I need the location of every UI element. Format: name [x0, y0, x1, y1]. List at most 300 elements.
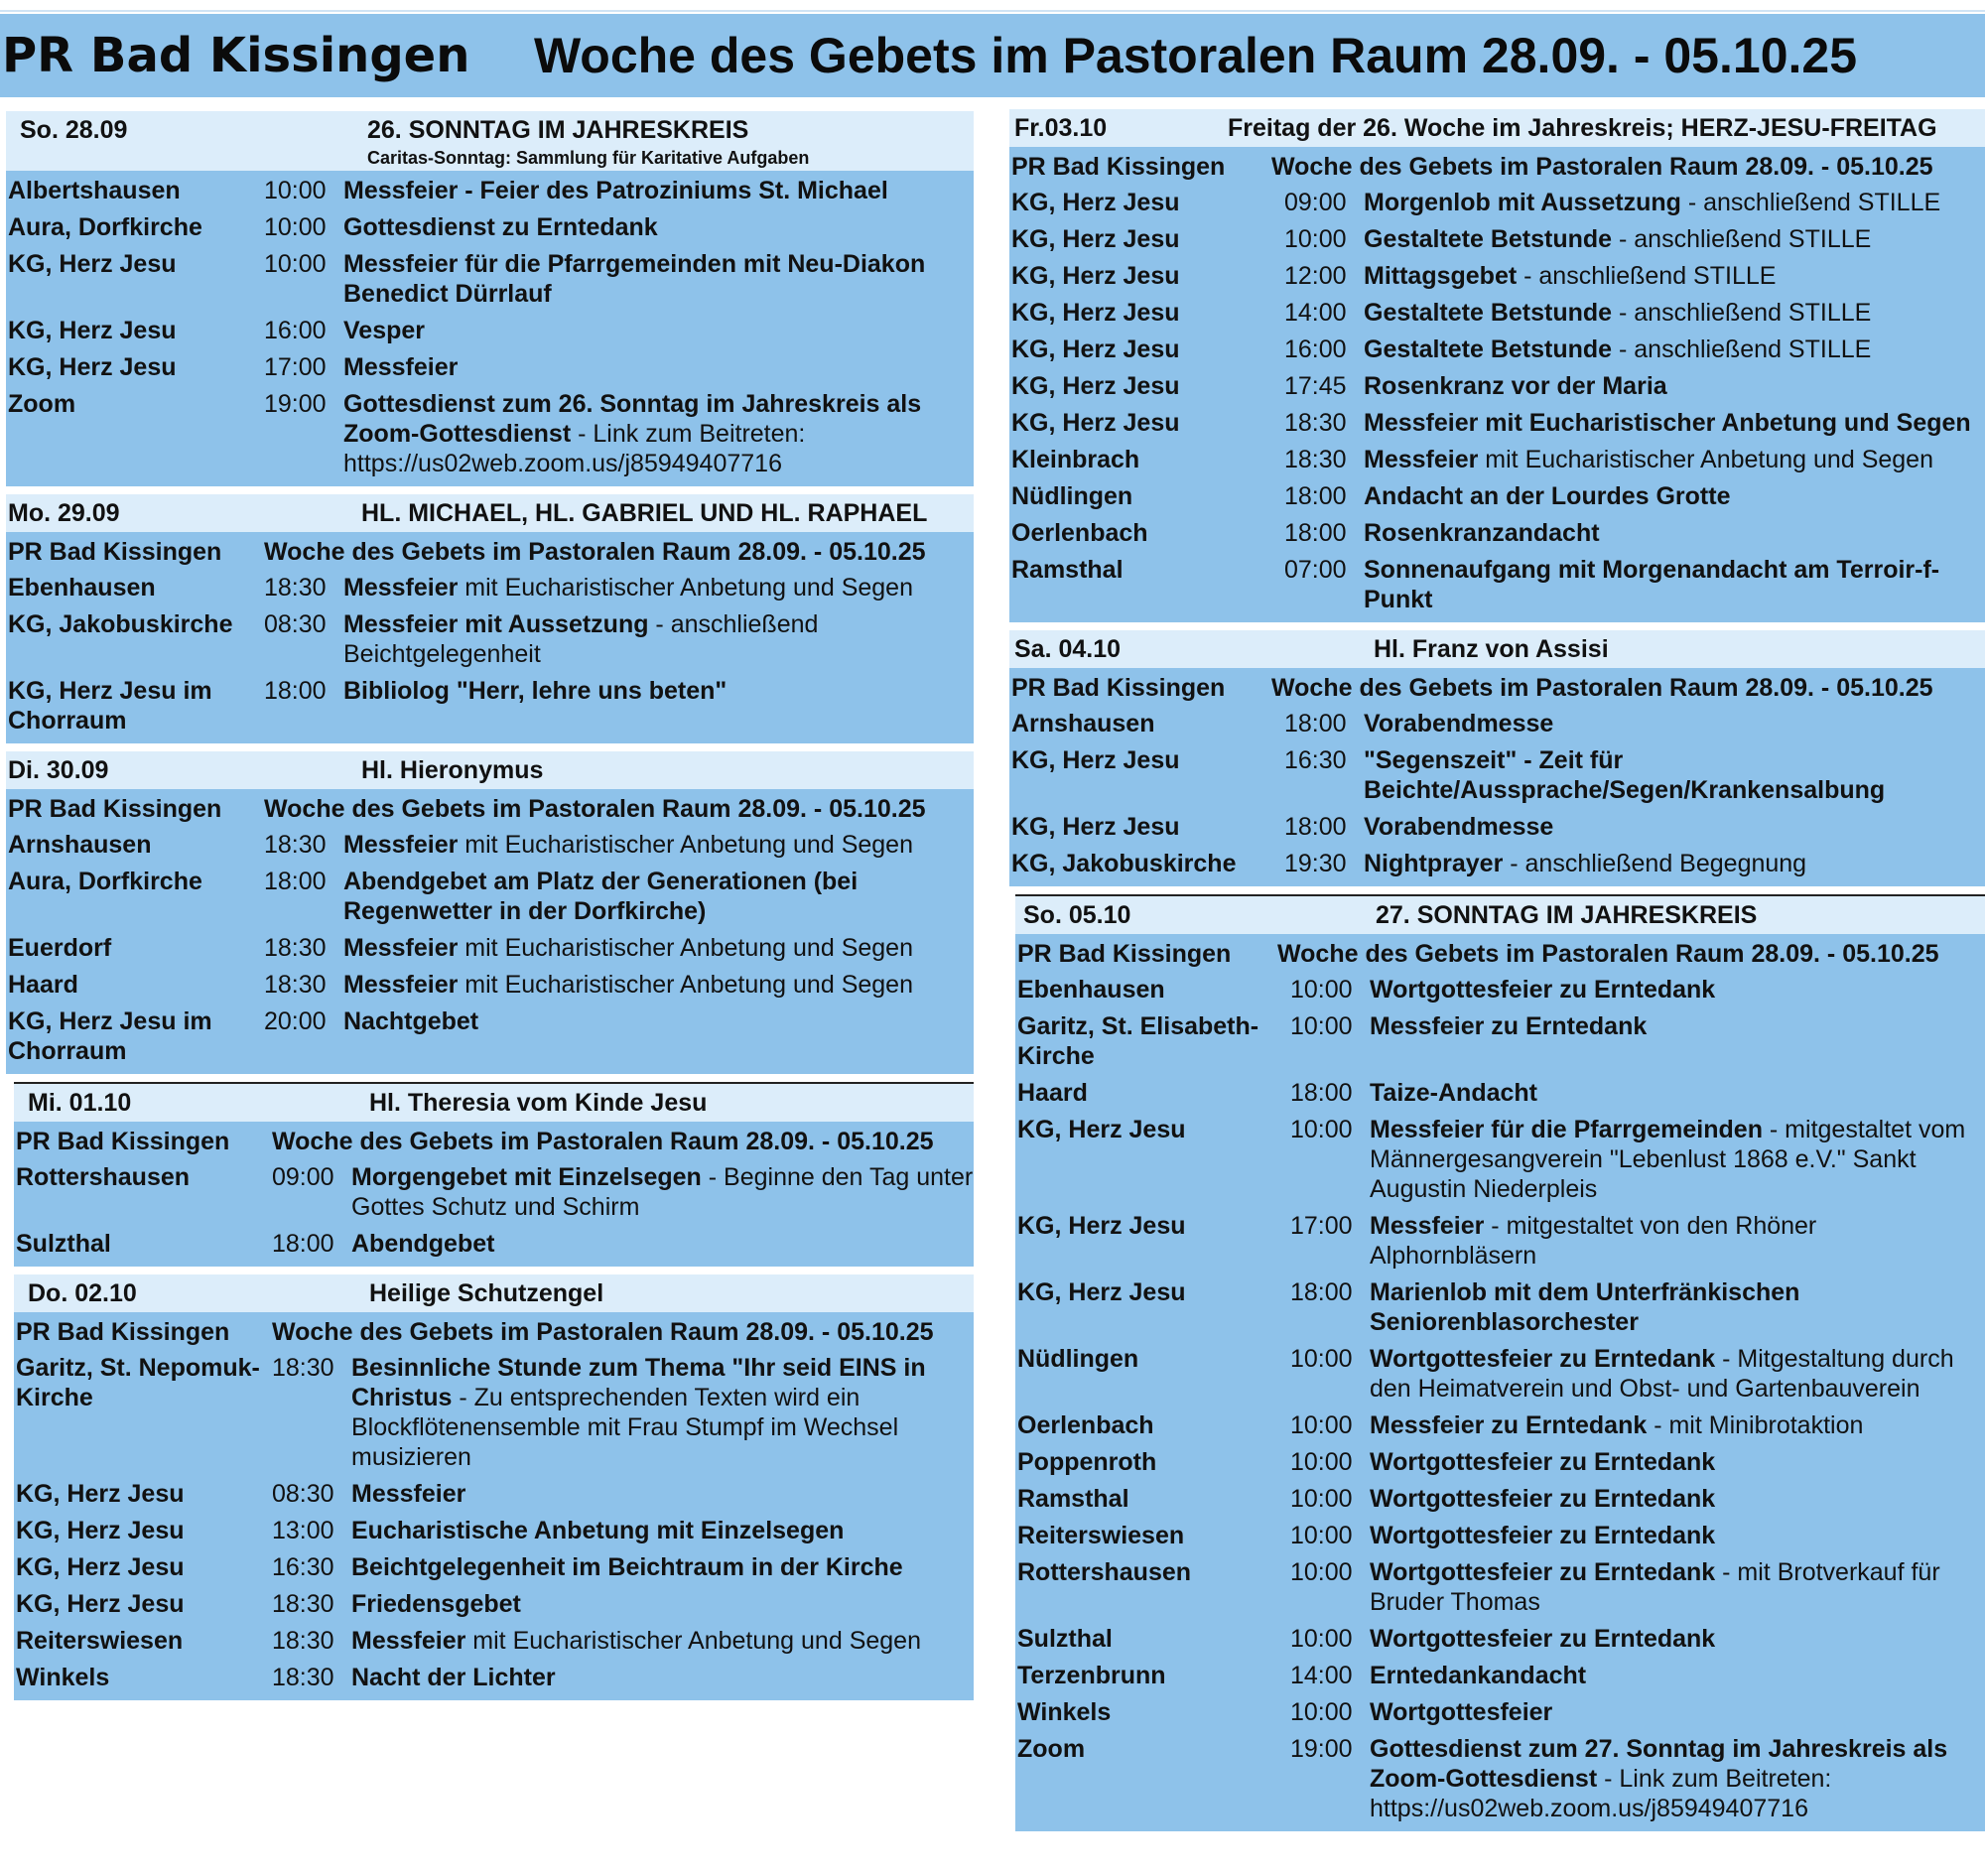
row-time: 10:00: [264, 250, 327, 278]
event-row: [1009, 742, 1985, 809]
row-location: PR Bad Kissingen: [1017, 940, 1232, 968]
row-event-main: Nachtgebet: [343, 1007, 479, 1035]
row-event-note: mit Eucharistischer Anbetung und Segen: [465, 1627, 921, 1655]
row-event-main: Messfeier: [343, 971, 459, 999]
row-event-main: Abendgebet am Platz der Generationen (bei Regenwetter in der Dorfkirche): [343, 868, 859, 925]
row-location: Haard: [8, 971, 78, 999]
row-event-note: - mit Minibrotaktion: [1647, 1411, 1864, 1439]
row-location: PR Bad Kissingen: [16, 1318, 230, 1346]
row-event-note: - anschließend STILLE: [1612, 335, 1872, 363]
row-event: [1370, 1624, 1985, 1654]
row-event: [1370, 1344, 1985, 1404]
event-row: [1009, 221, 1985, 258]
row-time: 08:30: [272, 1480, 334, 1508]
row-event: [343, 212, 974, 242]
event-row: [6, 313, 974, 349]
row-event: [343, 970, 974, 1000]
row-event: [343, 249, 974, 309]
row-event: [343, 573, 974, 603]
event-row: [6, 349, 974, 386]
row-location: Sulzthal: [16, 1230, 111, 1258]
row-event-main: Morgenlob mit Aussetzung: [1364, 189, 1681, 216]
row-time: 07:00: [1284, 556, 1347, 584]
row-time: 08:30: [264, 610, 327, 638]
banner-title: Woche des Gebets im Pastoralen Raum 28.09. - 05.10.25: [534, 28, 1858, 83]
row-event: Woche des Gebets im Pastoralen Raum 28.09. - 05.10.25: [264, 795, 926, 823]
row-event-main: Abendgebet: [351, 1230, 495, 1258]
row-event-main: Messfeier: [343, 574, 459, 602]
row-location: KG, Herz Jesu: [1011, 189, 1180, 216]
event-row: [6, 967, 974, 1004]
day-title: 27. SONNTAG IM JAHRESKREIS: [1376, 901, 1758, 929]
row-location: Reiterswiesen: [16, 1627, 184, 1655]
day-date: Do. 02.10: [28, 1279, 137, 1307]
event-row: [1015, 972, 1985, 1008]
row-event: [1370, 1447, 1985, 1477]
row-time: 18:00: [1284, 519, 1347, 547]
row-event-note: - anschließend Beichtgelegenheit: [343, 610, 819, 668]
row-time: 18:00: [1290, 1278, 1353, 1306]
row-time: 18:30: [264, 831, 327, 859]
row-event-main: Messfeier: [343, 934, 459, 962]
row-location: PR Bad Kissingen: [8, 538, 222, 566]
row-location: KG, Herz Jesu: [16, 1590, 185, 1618]
row-event: Woche des Gebets im Pastoralen Raum 28.09. - 05.10.25: [272, 1128, 934, 1155]
row-event: [1364, 709, 1985, 738]
top-rule: [0, 0, 1985, 12]
row-location: Zoom: [8, 390, 76, 418]
row-event-main: Messfeier: [351, 1480, 466, 1508]
row-time: 18:30: [264, 971, 327, 999]
row-event-note: - anschließend STILLE: [1680, 189, 1941, 216]
row-event-note: mit Eucharistischer Anbetung und Segen: [458, 574, 913, 602]
day-header: [14, 1082, 974, 1122]
day-header: [6, 751, 974, 789]
row-time: 09:00: [272, 1163, 334, 1191]
day-date: So. 05.10: [1023, 901, 1131, 929]
day-wednesday-0110: [14, 1082, 974, 1267]
row-location: KG, Herz Jesu: [1017, 1212, 1186, 1240]
row-event-note: - mitgestaltet von den Rhöner Alphornbläsern: [1370, 1212, 1817, 1270]
row-time: 16:00: [264, 317, 327, 344]
row-time: 10:00: [1290, 1522, 1353, 1549]
event-row: [1009, 332, 1985, 368]
row-time: 09:00: [1284, 189, 1347, 216]
event-row: [14, 1660, 974, 1696]
row-time: 10:00: [1290, 976, 1353, 1004]
event-row: [1015, 1444, 1985, 1481]
event-row: [14, 1226, 974, 1263]
day-date: So. 28.09: [20, 116, 128, 144]
day-header: [6, 111, 974, 171]
row-event-note: - Zu entsprechenden Texten wird ein Blockflötenensemble mit Frau Stumpf im Wechsel musizieren: [351, 1384, 899, 1471]
day-title: HL. MICHAEL, HL. GABRIEL UND HL. RAPHAEL: [361, 499, 928, 527]
row-event-note: mit Eucharistischer Anbetung und Segen: [458, 831, 913, 859]
row-time: 10:00: [264, 213, 327, 241]
right-column: [1009, 109, 1985, 1839]
event-row: [14, 1159, 974, 1226]
row-event: Woche des Gebets im Pastoralen Raum 28.09. - 05.10.25: [1277, 940, 1939, 968]
row-event: [1370, 1697, 1985, 1727]
row-event: [1364, 261, 1985, 291]
row-event-note: - mit Brotverkauf für Bruder Thomas: [1370, 1558, 1940, 1616]
event-row: [1015, 1694, 1985, 1731]
row-event-main: Messfeier zu Erntedank: [1370, 1411, 1648, 1439]
event-row: [1009, 258, 1985, 295]
row-time: 12:00: [1284, 262, 1347, 290]
row-event-main: Vorabendmesse: [1364, 813, 1554, 841]
row-time: 16:30: [1284, 746, 1347, 774]
row-location: KG, Herz Jesu: [1011, 746, 1180, 774]
row-event: [343, 830, 974, 860]
row-time: 19:00: [1290, 1735, 1353, 1763]
row-location: KG, Herz Jesu: [1017, 1278, 1186, 1306]
day-title: 26. SONNTAG IM JAHRESKREIS: [367, 116, 749, 144]
row-event: [1364, 555, 1985, 614]
row-location: Arnshausen: [1011, 710, 1155, 737]
page-banner: [0, 14, 1985, 97]
event-row: [1015, 1518, 1985, 1554]
row-location: KG, Herz Jesu: [8, 317, 177, 344]
event-row: [1015, 1554, 1985, 1621]
event-row: [1015, 1731, 1985, 1827]
event-row: [1015, 1112, 1985, 1208]
day-title: Hl. Theresia vom Kinde Jesu: [369, 1089, 708, 1117]
row-event-note: - mitgestaltet vom Männergesangverein "Lebenlust 1868 e.V." Sankt Augustin Niederpleis: [1370, 1116, 1966, 1203]
row-event-main: Messfeier zu Erntedank: [1370, 1012, 1648, 1040]
row-time: 16:00: [1284, 335, 1347, 363]
row-location: KG, Herz Jesu im Chorraum: [8, 1007, 212, 1065]
row-location: Ebenhausen: [8, 574, 156, 602]
row-event: [1364, 445, 1985, 474]
row-event-note: - anschließend STILLE: [1612, 299, 1872, 327]
row-event: [1364, 371, 1985, 401]
row-event-main: Eucharistische Anbetung mit Einzelsegen: [351, 1517, 845, 1544]
row-event-note: - Mitgestaltung durch den Heimatverein und Obst- und Gartenbauverein: [1370, 1345, 1954, 1403]
row-event: [1364, 188, 1985, 217]
day-monday-2909: [6, 494, 974, 743]
row-event-main: "Segenszeit" - Zeit für Beichte/Aussprache/Segen/Krankensalbung: [1364, 746, 1886, 804]
row-time: 18:30: [264, 574, 327, 602]
row-location: Rottershausen: [1017, 1558, 1192, 1586]
row-event: [343, 867, 974, 926]
row-location: KG, Herz Jesu: [8, 353, 177, 381]
row-event: [1370, 1410, 1985, 1440]
day-saturday-0410: [1009, 630, 1985, 886]
row-time: 10:00: [1290, 1116, 1353, 1143]
row-time: 10:00: [1290, 1345, 1353, 1373]
day-tuesday-3009: [6, 751, 974, 1074]
day-events: [1009, 668, 1985, 886]
event-row: [1015, 1658, 1985, 1694]
row-event-note: mit Eucharistischer Anbetung und Segen: [458, 934, 913, 962]
event-row: [1015, 1407, 1985, 1444]
row-time: 10:00: [1290, 1558, 1353, 1586]
event-row: [1009, 552, 1985, 618]
row-event: [1370, 1557, 1985, 1617]
row-event: [1370, 1211, 1985, 1271]
week-of-prayer-row: [14, 1314, 974, 1350]
row-time: 10:00: [1290, 1411, 1353, 1439]
event-row: [6, 673, 974, 739]
row-time: 18:30: [1284, 409, 1347, 437]
row-time: 18:00: [1284, 813, 1347, 841]
event-row: [1009, 185, 1985, 221]
day-date: Mi. 01.10: [28, 1089, 132, 1117]
event-row: [1009, 368, 1985, 405]
event-row: [1015, 1008, 1985, 1075]
row-event-note: - Beginne den Tag unter Gottes Schutz und Schirm: [351, 1163, 974, 1221]
day-events: [6, 171, 974, 486]
row-event: Woche des Gebets im Pastoralen Raum 28.09. - 05.10.25: [1271, 153, 1933, 181]
row-event: [343, 176, 974, 205]
row-time: 18:30: [272, 1627, 334, 1655]
row-location: KG, Herz Jesu: [1011, 813, 1180, 841]
row-location: Kleinbrach: [1011, 446, 1140, 473]
row-event: [1364, 224, 1985, 254]
row-location: KG, Herz Jesu: [16, 1517, 185, 1544]
row-event-main: Gestaltete Betstunde: [1364, 225, 1613, 253]
row-event-note: mit Eucharistischer Anbetung und Segen: [1478, 446, 1933, 473]
row-location: Rottershausen: [16, 1163, 191, 1191]
row-location: Oerlenbach: [1017, 1411, 1154, 1439]
row-location: Haard: [1017, 1079, 1088, 1107]
row-location: Aura, Dorfkirche: [8, 213, 202, 241]
week-of-prayer-row: [1009, 149, 1985, 185]
event-row: [6, 864, 974, 930]
row-location: KG, Herz Jesu: [16, 1480, 185, 1508]
row-time: 18:00: [1290, 1079, 1353, 1107]
event-row: [6, 827, 974, 864]
row-event-main: Rosenkranzandacht: [1364, 519, 1600, 547]
row-event-main: Vorabendmesse: [1364, 710, 1554, 737]
event-row: [1009, 405, 1985, 442]
event-row: [6, 930, 974, 967]
row-time: 13:00: [272, 1517, 334, 1544]
row-location: Winkels: [16, 1664, 110, 1691]
row-event: [351, 1516, 974, 1545]
event-row: [1009, 515, 1985, 552]
row-time: 10:00: [1290, 1698, 1353, 1726]
day-title: Hl. Hieronymus: [361, 756, 544, 784]
row-event: [1370, 1734, 1985, 1823]
row-event-main: Beichtgelegenheit im Beichtraum in der Kirche: [351, 1553, 903, 1581]
row-event-main: Wortgottesfeier zu Erntedank: [1370, 1625, 1716, 1653]
event-row: [6, 606, 974, 673]
row-event-main: Wortgottesfeier: [1370, 1698, 1553, 1726]
event-row: [1009, 809, 1985, 846]
row-location: Nüdlingen: [1017, 1345, 1139, 1373]
row-location: KG, Herz Jesu: [1011, 299, 1180, 327]
day-events: [1009, 147, 1985, 622]
row-location: Reiterswiesen: [1017, 1522, 1185, 1549]
day-date: Sa. 04.10: [1014, 635, 1122, 663]
row-event-main: Messfeier für die Pfarrgemeinden: [1370, 1116, 1763, 1143]
row-time: 18:30: [272, 1590, 334, 1618]
row-event: [1370, 1115, 1985, 1204]
row-event-main: Wortgottesfeier zu Erntedank: [1370, 1345, 1716, 1373]
row-location: KG, Herz Jesu: [1017, 1116, 1186, 1143]
event-row: [1009, 846, 1985, 882]
event-row: [14, 1513, 974, 1549]
row-event-main: Wortgottesfeier zu Erntedank: [1370, 1485, 1716, 1513]
row-event: [1364, 335, 1985, 364]
row-event: [1370, 1521, 1985, 1550]
day-header: [6, 494, 974, 532]
row-event: [1370, 1277, 1985, 1337]
day-events: [1015, 934, 1985, 1831]
event-row: [1009, 706, 1985, 742]
row-event-main: Messfeier mit Eucharistischer Anbetung und Segen: [1364, 409, 1971, 437]
row-event-main: Nacht der Lichter: [351, 1664, 556, 1691]
event-row: [6, 1004, 974, 1070]
row-time: 18:00: [272, 1230, 334, 1258]
day-events: [6, 789, 974, 1074]
row-location: Aura, Dorfkirche: [8, 868, 202, 895]
row-event: [1370, 1661, 1985, 1690]
row-event-main: Nightprayer: [1364, 850, 1504, 877]
row-event-main: Gestaltete Betstunde: [1364, 335, 1613, 363]
row-time: 10:00: [1290, 1012, 1353, 1040]
row-event: [343, 676, 974, 706]
row-location: Sulzthal: [1017, 1625, 1113, 1653]
event-row: [1009, 478, 1985, 515]
row-time: 10:00: [1284, 225, 1347, 253]
day-thursday-0210: [14, 1274, 974, 1700]
row-event: [1364, 745, 1985, 805]
row-time: 18:00: [264, 868, 327, 895]
event-row: [1009, 295, 1985, 332]
row-event: [1364, 481, 1985, 511]
week-of-prayer-row: [6, 534, 974, 570]
row-time: 14:00: [1290, 1662, 1353, 1689]
row-location: KG, Herz Jesu: [1011, 225, 1180, 253]
day-events: [14, 1122, 974, 1267]
row-event-note: - anschließend STILLE: [1517, 262, 1777, 290]
row-location: Terzenbrunn: [1017, 1662, 1166, 1689]
row-event-note: - Link zum Beitreten: https://us02web.zoom.us/j85949407716: [343, 420, 806, 477]
event-row: [14, 1586, 974, 1623]
row-time: 16:30: [272, 1553, 334, 1581]
row-time: 10:00: [1290, 1485, 1353, 1513]
left-column: [6, 111, 974, 1708]
row-location: Zoom: [1017, 1735, 1086, 1763]
row-time: 20:00: [264, 1007, 327, 1035]
row-event: [1364, 849, 1985, 878]
row-event-main: Messfeier - Feier des Patroziniums St. Michael: [343, 177, 888, 204]
row-time: 17:00: [1290, 1212, 1353, 1240]
day-sunday-2809: [6, 111, 974, 486]
banner-parish: PR Bad Kissingen: [2, 28, 470, 83]
row-location: Arnshausen: [8, 831, 152, 859]
row-event-main: Wortgottesfeier zu Erntedank: [1370, 976, 1716, 1004]
row-event-main: Taize-Andacht: [1370, 1079, 1537, 1107]
row-event: [343, 933, 974, 963]
row-event-main: Messfeier für die Pfarrgemeinden mit Neu-Diakon Benedict Dürrlauf: [343, 250, 926, 308]
week-of-prayer-row: [14, 1124, 974, 1159]
row-location: Ebenhausen: [1017, 976, 1165, 1004]
row-location: PR Bad Kissingen: [16, 1128, 230, 1155]
row-event-main: Messfeier: [351, 1627, 466, 1655]
day-events: [6, 532, 974, 743]
row-event: [343, 389, 974, 478]
event-row: [1015, 1208, 1985, 1274]
row-event: [343, 1006, 974, 1036]
row-location: Euerdorf: [8, 934, 112, 962]
event-row: [14, 1476, 974, 1513]
row-event: [351, 1552, 974, 1582]
row-event-main: Messfeier mit Aussetzung: [343, 610, 649, 638]
row-event-main: Marienlob mit dem Unterfränkischen Seniorenblasorchester: [1370, 1278, 1800, 1336]
day-events: [14, 1312, 974, 1700]
event-row: [1015, 1341, 1985, 1407]
row-event-main: Gestaltete Betstunde: [1364, 299, 1613, 327]
row-event: [1370, 1484, 1985, 1514]
day-title: Freitag der 26. Woche im Jahreskreis; HERZ-JESU-FREITAG: [1228, 114, 1937, 142]
day-date: Di. 30.09: [8, 756, 109, 784]
event-row: [6, 209, 974, 246]
row-location: Ramsthal: [1017, 1485, 1129, 1513]
row-event-main: Messfeier: [1370, 1212, 1485, 1240]
row-location: PR Bad Kissingen: [1011, 153, 1226, 181]
day-header: [1009, 109, 1985, 147]
row-time: 10:00: [1290, 1448, 1353, 1476]
row-event-main: Messfeier: [343, 831, 459, 859]
day-friday-0310: [1009, 109, 1985, 622]
row-event-note: - Link zum Beitreten: https://us02web.zoom.us/j85949407716: [1370, 1765, 1832, 1822]
row-event: [343, 352, 974, 382]
event-row: [1015, 1075, 1985, 1112]
row-location: KG, Herz Jesu: [1011, 409, 1180, 437]
row-time: 19:30: [1284, 850, 1347, 877]
row-location: PR Bad Kissingen: [8, 795, 222, 823]
row-event-main: Sonnenaufgang mit Morgenandacht am Terroir-f-Punkt: [1364, 556, 1940, 613]
row-time: 17:45: [1284, 372, 1347, 400]
row-event: Woche des Gebets im Pastoralen Raum 28.09. - 05.10.25: [264, 538, 926, 566]
event-row: [14, 1549, 974, 1586]
day-subtitle: Caritas-Sonntag: Sammlung für Karitative Aufgaben: [367, 148, 810, 168]
event-row: [6, 173, 974, 209]
row-event: Woche des Gebets im Pastoralen Raum 28.09. - 05.10.25: [1271, 674, 1933, 702]
row-location: Poppenroth: [1017, 1448, 1157, 1476]
row-event-main: Wortgottesfeier zu Erntedank: [1370, 1522, 1716, 1549]
row-event: [351, 1626, 974, 1656]
event-row: [1015, 1621, 1985, 1658]
row-event-main: Mittagsgebet: [1364, 262, 1518, 290]
row-location: KG, Herz Jesu: [16, 1553, 185, 1581]
row-time: 18:30: [1284, 446, 1347, 473]
row-time: 14:00: [1284, 299, 1347, 327]
row-time: 18:30: [264, 934, 327, 962]
row-location: KG, Herz Jesu: [1011, 335, 1180, 363]
event-row: [1015, 1274, 1985, 1341]
event-row: [14, 1350, 974, 1476]
week-of-prayer-row: [1015, 936, 1985, 972]
row-time: 17:00: [264, 353, 327, 381]
row-event: [1364, 298, 1985, 328]
event-row: [6, 386, 974, 482]
event-row: [14, 1623, 974, 1660]
row-event-main: Messfeier: [343, 353, 459, 381]
row-event-main: Gottesdienst zum 26. Sonntag im Jahreskreis als Zoom-Gottesdienst: [343, 390, 922, 448]
row-time: 18:00: [1284, 482, 1347, 510]
row-time: 18:00: [264, 677, 327, 705]
row-event-main: Bibliolog "Herr, lehre uns beten": [343, 677, 728, 705]
day-header: [1009, 630, 1985, 668]
row-event: [343, 609, 974, 669]
event-row: [6, 570, 974, 606]
row-time: 18:00: [1284, 710, 1347, 737]
